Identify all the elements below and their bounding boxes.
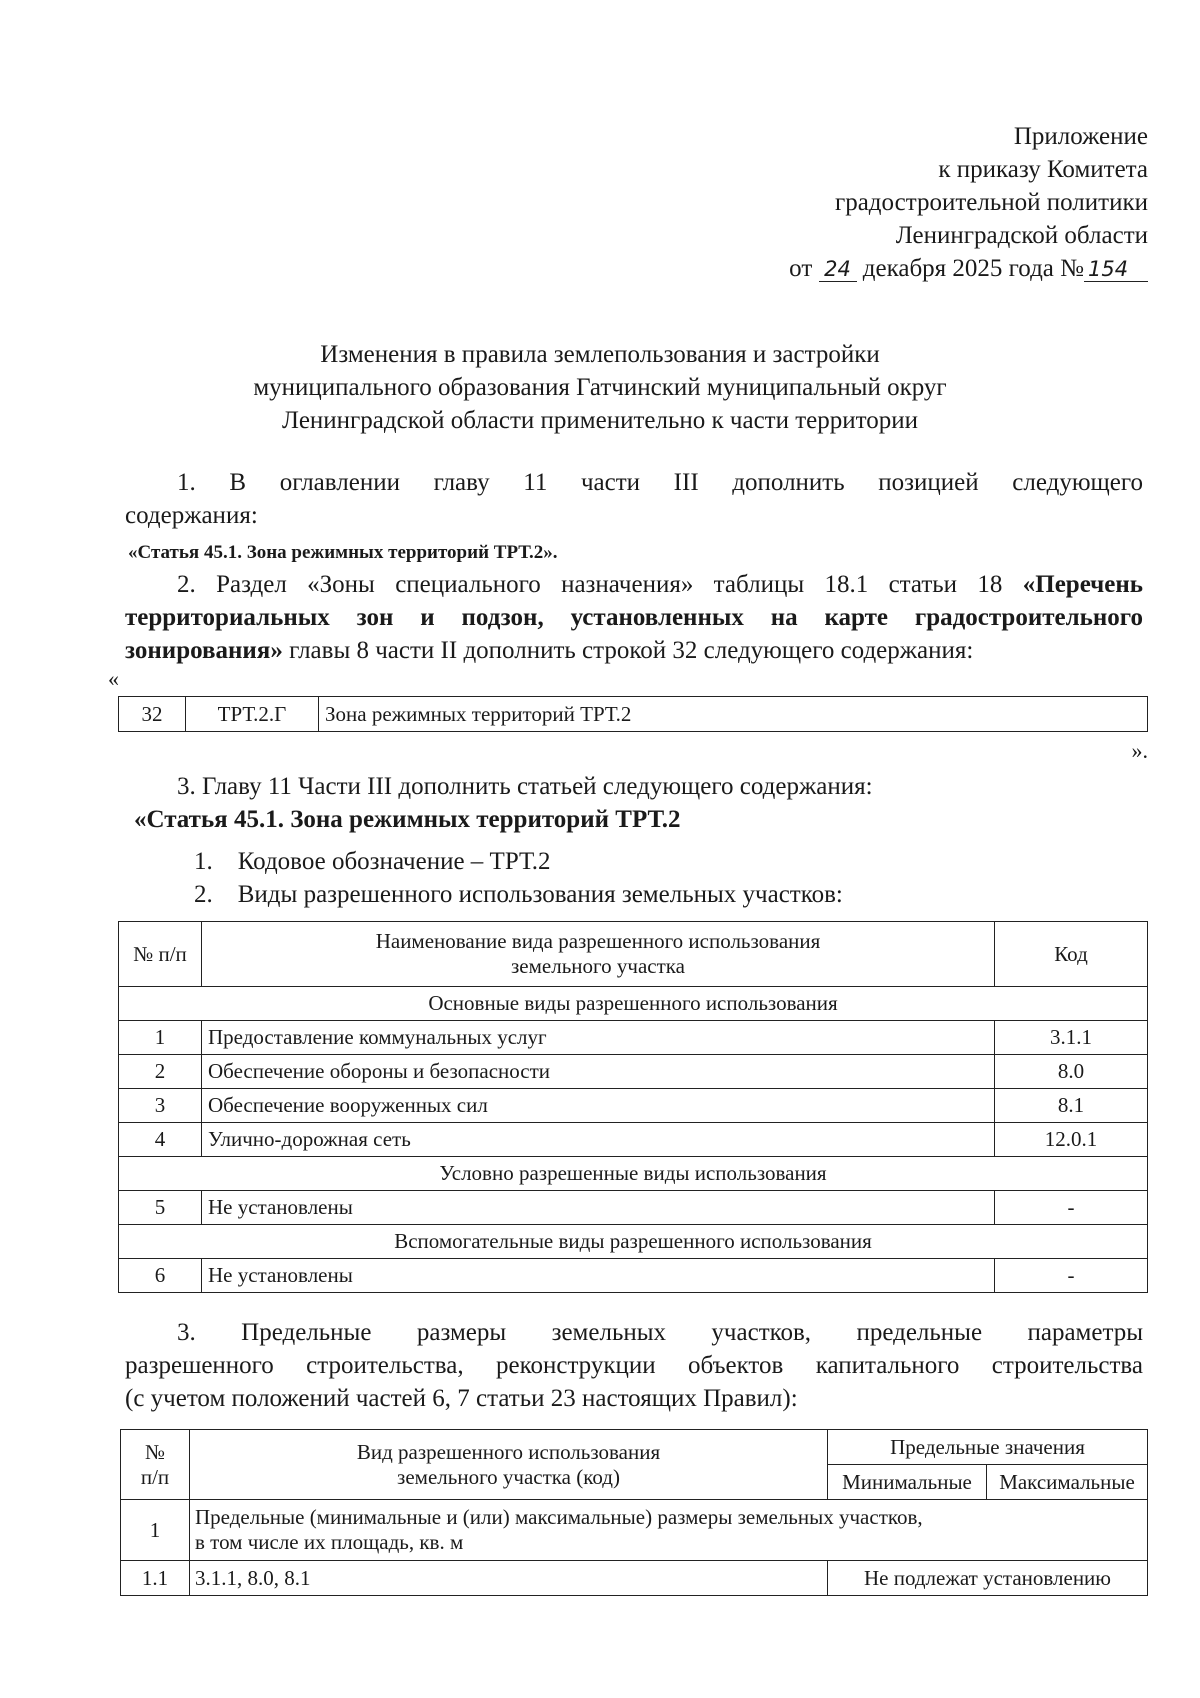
row-num: 1.1 — [121, 1561, 190, 1596]
item-3-3-line2: разрешенного строительства, реконструкции объектов капитального строительства — [125, 1352, 1143, 1379]
col-header-num-line1: № — [144, 1439, 166, 1464]
table-row — [119, 1191, 1148, 1225]
col-header-name — [202, 922, 995, 987]
col-header-use-line1: Вид разрешенного использования — [356, 1439, 661, 1464]
table-row — [119, 1089, 1148, 1123]
quote-open: « — [108, 666, 119, 691]
col-header-num — [121, 1430, 190, 1500]
col-header-use — [190, 1430, 828, 1500]
col-header-limits: Предельные значения — [828, 1430, 1148, 1465]
row-name: Обеспечение обороны и безопасности — [202, 1055, 995, 1089]
row-text-line1: Предельные (минимальные и (или) максимальные) размеры земельных участков, — [195, 1505, 923, 1529]
row-name: Не установлены — [202, 1259, 995, 1293]
handwritten-day: 24 — [819, 257, 857, 282]
row-num: 5 — [119, 1191, 202, 1225]
appendix-line4: Ленинградской области — [895, 222, 1148, 249]
row-name: Улично-дорожная сеть — [202, 1123, 995, 1157]
zone-row-table — [118, 696, 1148, 732]
handwritten-number: 154 — [1084, 257, 1148, 282]
row-num: 4 — [119, 1123, 202, 1157]
row-num: 1 — [119, 1021, 202, 1055]
row-name: Предоставление коммунальных услуг — [202, 1021, 995, 1055]
section-row — [119, 1157, 1148, 1191]
item-2 — [125, 568, 1143, 667]
item-2-bold: «Перечень территориальных зон и подзон, установленных на карте градостроительного зонирования» — [125, 571, 1143, 664]
table-header-row — [121, 1430, 1148, 1465]
row-name: Не установлены — [202, 1191, 995, 1225]
date-prefix: от — [789, 255, 813, 282]
zone-code: ТРТ.2.Г — [186, 697, 319, 732]
item-1-quote: «Статья 45.1. Зона режимных территорий ТРТ.2». — [128, 542, 558, 563]
item-3-3-line3: (с учетом положений частей 6, 7 статьи 23 настоящих Правил): — [125, 1385, 798, 1412]
col-header-name-line2: земельного участка — [511, 954, 685, 978]
row-code: - — [995, 1191, 1148, 1225]
col-header-code: Код — [995, 922, 1148, 987]
row-codes: 3.1.1, 8.0, 8.1 — [190, 1561, 828, 1596]
section-row — [119, 987, 1148, 1021]
table-row — [119, 1259, 1148, 1293]
zone-name: Зона режимных территорий ТРТ.2 — [319, 697, 1148, 732]
col-header-max: Максимальные — [987, 1465, 1148, 1500]
permitted-uses-table — [118, 921, 1148, 1293]
table-row — [119, 1021, 1148, 1055]
item-3-3-line1: 3. Предельные размеры земельных участков, предельные параметры — [177, 1319, 1143, 1346]
table-row — [119, 697, 1148, 732]
row-text-line2: в том числе их площадь, кв. м — [195, 1530, 464, 1554]
appendix-header — [789, 120, 1148, 285]
row-name: Обеспечение вооруженных сил — [202, 1089, 995, 1123]
row-num: 2 — [119, 1055, 202, 1089]
appendix-date-line — [789, 252, 1148, 285]
row-code: - — [995, 1259, 1148, 1293]
row-code: 8.0 — [995, 1055, 1148, 1089]
col-header-num-line2: п/п — [140, 1464, 170, 1489]
section-main: Основные виды разрешенного использования — [119, 987, 1148, 1021]
section-auxiliary: Вспомогательные виды разрешенного использования — [119, 1225, 1148, 1259]
row-code: 8.1 — [995, 1089, 1148, 1123]
row-text — [190, 1500, 1148, 1561]
item-1 — [125, 466, 1143, 532]
row-code: 12.0.1 — [995, 1123, 1148, 1157]
row-num: 1 — [121, 1500, 190, 1561]
table-header-row — [119, 922, 1148, 987]
item-1-line2: содержания: — [125, 502, 258, 529]
appendix-line2: к приказу Комитета — [938, 156, 1148, 183]
appendix-line1: Приложение — [1013, 123, 1148, 150]
table-row — [119, 1055, 1148, 1089]
section-conditional: Условно разрешенные виды использования — [119, 1157, 1148, 1191]
item-2-text-a: 2. Раздел «Зоны специального назначения» таблицы 18.1 статьи 18 — [177, 571, 1023, 598]
col-header-name-line1: Наименование вида разрешенного использования — [375, 929, 821, 953]
section-row — [119, 1225, 1148, 1259]
row-code: 3.1.1 — [995, 1021, 1148, 1055]
document-title — [120, 338, 1080, 437]
quote-close: ». — [1131, 738, 1148, 763]
limits-table — [120, 1429, 1148, 1596]
appendix-line3: градостроительной политики — [834, 189, 1148, 216]
col-header-min: Минимальные — [828, 1465, 987, 1500]
item-3-sub2: 2. Виды разрешенного использования земельных участков: — [194, 881, 843, 908]
table-row — [121, 1561, 1148, 1596]
item-2-text-b: главы 8 части II дополнить строкой 32 следующего содержания: — [282, 637, 974, 664]
table-row — [121, 1500, 1148, 1561]
item-3-sub1: 1. Кодовое обозначение – ТРТ.2 — [194, 848, 551, 875]
col-header-use-line2: земельного участка (код) — [397, 1464, 620, 1489]
item-3-3 — [125, 1316, 1143, 1415]
zone-num: 32 — [119, 697, 186, 732]
article-title: «Статья 45.1. Зона режимных территорий ТРТ.2 — [134, 806, 681, 833]
date-middle: декабря 2025 года № — [862, 255, 1084, 282]
row-num: 6 — [119, 1259, 202, 1293]
table-row — [119, 1123, 1148, 1157]
row-value: Не подлежат установлению — [828, 1561, 1148, 1596]
title-line2: муниципального образования Гатчинский муниципальный округ — [253, 374, 947, 401]
title-line1: Изменения в правила землепользования и застройки — [320, 341, 880, 368]
item-3-line1: 3. Главу 11 Части III дополнить статьей следующего содержания: — [177, 773, 873, 800]
title-line3: Ленинградской области применительно к части территории — [282, 407, 918, 434]
row-num: 3 — [119, 1089, 202, 1123]
item-1-line1: 1. В оглавлении главу 11 части III дополнить позицией следующего — [177, 469, 1143, 496]
col-header-num: № п/п — [119, 922, 202, 987]
